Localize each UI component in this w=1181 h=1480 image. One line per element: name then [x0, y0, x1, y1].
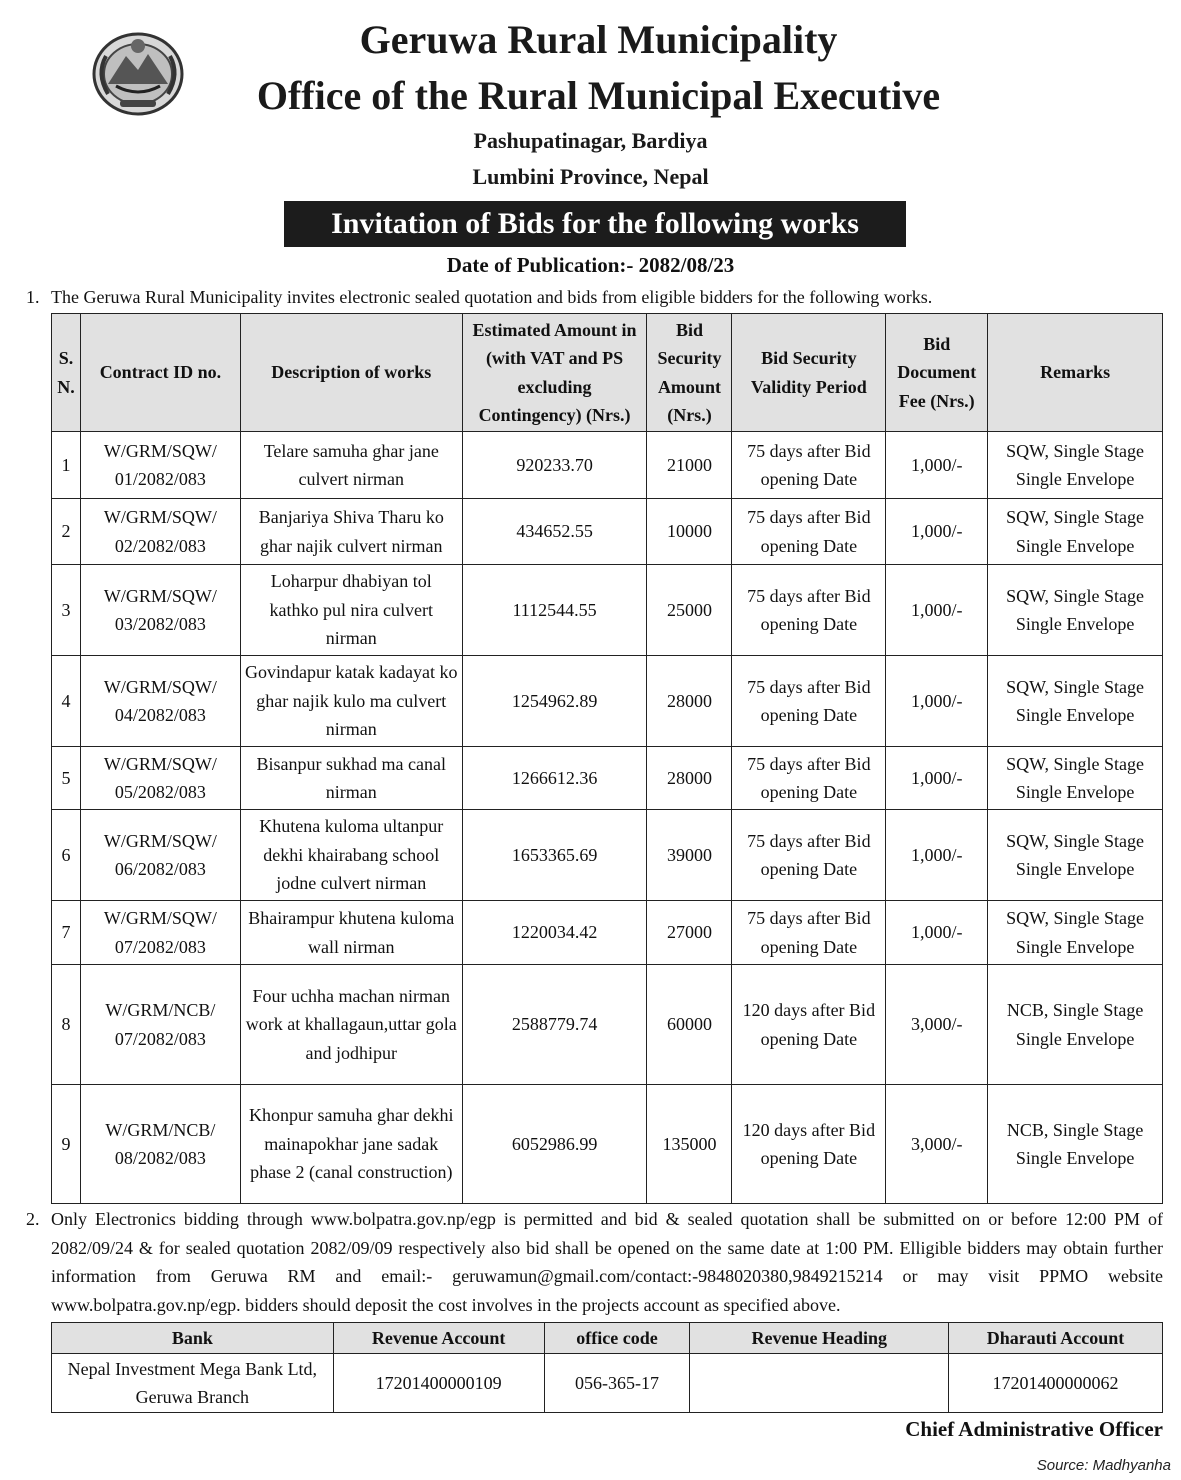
- address-line-2: Lumbini Province, Nepal: [472, 164, 709, 189]
- cell-bid-security: 60000: [647, 965, 732, 1085]
- cell-office-code: 056-365-17: [544, 1354, 690, 1413]
- cell-description: Bhairampur khutena kuloma wall nirman: [240, 901, 462, 965]
- cell-remarks: NCB, Single Stage Single Envelope: [988, 1085, 1163, 1204]
- cell-description: Bisanpur sukhad ma canal nirman: [240, 747, 462, 810]
- cell-remarks: SQW, Single Stage Single Envelope: [988, 565, 1163, 656]
- table-row: [52, 499, 1163, 565]
- cell-revenue-account: 17201400000109: [333, 1354, 544, 1413]
- cell-estimated: 1653365.69: [462, 810, 647, 901]
- cell-description: Telare samuha ghar jane culvert nirman: [240, 432, 462, 499]
- cell-sn: 9: [52, 1085, 81, 1204]
- cell-sn: 2: [52, 499, 81, 565]
- cell-contract-id: W/GRM/SQW/ 03/2082/083: [80, 565, 240, 656]
- cell-remarks: SQW, Single Stage Single Envelope: [988, 810, 1163, 901]
- cell-contract-id: W/GRM/SQW/ 04/2082/083: [80, 656, 240, 747]
- signature-title: Chief Administrative Officer: [905, 1417, 1163, 1441]
- cell-remarks: SQW, Single Stage Single Envelope: [988, 432, 1163, 499]
- cell-validity: 120 days after Bid opening Date: [732, 965, 886, 1085]
- cell-validity: 75 days after Bid opening Date: [732, 432, 886, 499]
- table-row: [52, 810, 1163, 901]
- cell-validity: 75 days after Bid opening Date: [732, 747, 886, 810]
- cell-doc-fee: 1,000/-: [886, 901, 988, 965]
- cell-estimated: 434652.55: [462, 499, 647, 565]
- bank-row: [52, 1354, 1163, 1413]
- cell-doc-fee: 1,000/-: [886, 810, 988, 901]
- cell-description: Loharpur dhabiyan tol kathko pul nira culvert nirman: [240, 565, 462, 656]
- header-contract-id: Contract ID no.: [80, 314, 240, 432]
- cell-validity: 75 days after Bid opening Date: [732, 810, 886, 901]
- cell-doc-fee: 1,000/-: [886, 432, 988, 499]
- cell-remarks: SQW, Single Stage Single Envelope: [988, 499, 1163, 565]
- cell-doc-fee: 1,000/-: [886, 499, 988, 565]
- header-estimated-amount: Estimated Amount in (with VAT and PS excluding Contingency) (Nrs.): [462, 314, 647, 432]
- header-office-code: office code: [544, 1323, 690, 1354]
- cell-validity: 75 days after Bid opening Date: [732, 565, 886, 656]
- paragraph-number: 1.: [26, 287, 40, 307]
- cell-bid-security: 10000: [647, 499, 732, 565]
- page-title: Geruwa Rural Municipality: [359, 17, 838, 62]
- table-header-row: [52, 314, 1163, 432]
- cell-doc-fee: 3,000/-: [886, 965, 988, 1085]
- cell-bid-security: 21000: [647, 432, 732, 499]
- notice-banner: Invitation of Bids for the following works: [284, 201, 906, 247]
- cell-doc-fee: 3,000/-: [886, 1085, 988, 1204]
- cell-revenue-heading: [690, 1354, 949, 1413]
- cell-bid-security: 135000: [647, 1085, 732, 1204]
- table-row: [52, 565, 1163, 656]
- paragraph-text: The Geruwa Rural Municipality invites electronic sealed quotation and bids from eligible bidders for the following works.: [51, 287, 933, 307]
- source-credit: Source: Madhyanha: [1036, 1457, 1171, 1474]
- cell-sn: 6: [52, 810, 81, 901]
- cell-contract-id: W/GRM/SQW/ 06/2082/083: [80, 810, 240, 901]
- bids-table: [51, 313, 1163, 1204]
- cell-estimated: 6052986.99: [462, 1085, 647, 1204]
- cell-dharauti-account: 17201400000062: [949, 1354, 1163, 1413]
- cell-doc-fee: 1,000/-: [886, 656, 988, 747]
- cell-sn: 3: [52, 565, 81, 656]
- table-row: [52, 656, 1163, 747]
- cell-bid-security: 39000: [647, 810, 732, 901]
- cell-description: Four uchha machan nirman work at khallagaun,uttar gola and jodhipur: [240, 965, 462, 1085]
- cell-doc-fee: 1,000/-: [886, 565, 988, 656]
- cell-contract-id: W/GRM/SQW/ 05/2082/083: [80, 747, 240, 810]
- cell-doc-fee: 1,000/-: [886, 747, 988, 810]
- cell-remarks: SQW, Single Stage Single Envelope: [988, 656, 1163, 747]
- cell-remarks: SQW, Single Stage Single Envelope: [988, 901, 1163, 965]
- publication-date: Date of Publication:- 2082/08/23: [446, 253, 735, 277]
- cell-validity: 120 days after Bid opening Date: [732, 1085, 886, 1204]
- header-description: Description of works: [240, 314, 462, 432]
- cell-estimated: 1266612.36: [462, 747, 647, 810]
- table-row: [52, 901, 1163, 965]
- cell-description: Govindapur katak kadayat ko ghar najik kulo ma culvert nirman: [240, 656, 462, 747]
- table-row: [52, 432, 1163, 499]
- bank-header-row: [52, 1323, 1163, 1354]
- cell-bid-security: 28000: [647, 747, 732, 810]
- cell-sn: 4: [52, 656, 81, 747]
- cell-contract-id: W/GRM/SQW/ 02/2082/083: [80, 499, 240, 565]
- cell-sn: 1: [52, 432, 81, 499]
- header-validity-period: Bid Security Validity Period: [732, 314, 886, 432]
- cell-description: Khutena kuloma ultanpur dekhi khairabang school jodne culvert nirman: [240, 810, 462, 901]
- cell-estimated: 920233.70: [462, 432, 647, 499]
- cell-remarks: SQW, Single Stage Single Envelope: [988, 747, 1163, 810]
- cell-estimated: 1112544.55: [462, 565, 647, 656]
- cell-estimated: 1220034.42: [462, 901, 647, 965]
- header-revenue-account: Revenue Account: [333, 1323, 544, 1354]
- paragraph-1: [22, 283, 1163, 312]
- paragraph-2: [22, 1205, 1163, 1319]
- address-line-1: Pashupatinagar, Bardiya: [473, 128, 708, 153]
- table-row: [52, 747, 1163, 810]
- cell-bid-security: 27000: [647, 901, 732, 965]
- cell-validity: 75 days after Bid opening Date: [732, 499, 886, 565]
- header-bid-security: Bid Security Amount (Nrs.): [647, 314, 732, 432]
- paragraph-text: Only Electronics bidding through www.bolpatra.gov.np/egp is permitted and bid & sealed quotation shall be submitted on or before 12:00 PM of 2082/09/24 & for sealed quotation 2082/09/09 respectively also bid shall be opened on the same date at 1:00 PM. Elligible bidders may obtain further information from Geruwa RM and email:- geruwamun@gmail.com/contact:-9848020380,9849215214 or may visit PPMO website www.bolpatra.gov.np/egp. bidders should deposit the cost involves in the projects account as specified above.: [51, 1209, 1163, 1315]
- cell-sn: 7: [52, 901, 81, 965]
- cell-contract-id: W/GRM/SQW/ 01/2082/083: [80, 432, 240, 499]
- cell-validity: 75 days after Bid opening Date: [732, 901, 886, 965]
- cell-sn: 8: [52, 965, 81, 1085]
- cell-bank: Nepal Investment Mega Bank Ltd, Geruwa Branch: [52, 1354, 334, 1413]
- cell-remarks: NCB, Single Stage Single Envelope: [988, 965, 1163, 1085]
- paragraph-number: 2.: [26, 1209, 40, 1229]
- bank-table: [51, 1322, 1163, 1413]
- cell-description: Banjariya Shiva Tharu ko ghar najik culvert nirman: [240, 499, 462, 565]
- table-row: [52, 965, 1163, 1085]
- header-bank: Bank: [52, 1323, 334, 1354]
- cell-contract-id: W/GRM/NCB/ 08/2082/083: [80, 1085, 240, 1204]
- header-revenue-heading: Revenue Heading: [690, 1323, 949, 1354]
- cell-bid-security: 28000: [647, 656, 732, 747]
- cell-description: Khonpur samuha ghar dekhi mainapokhar jane sadak phase 2 (canal construction): [240, 1085, 462, 1204]
- table-row: [52, 1085, 1163, 1204]
- header-sn: S. N.: [52, 314, 81, 432]
- cell-estimated: 2588779.74: [462, 965, 647, 1085]
- header-document-fee: Bid Document Fee (Nrs.): [886, 314, 988, 432]
- cell-bid-security: 25000: [647, 565, 732, 656]
- header-dharauti-account: Dharauti Account: [949, 1323, 1163, 1354]
- cell-estimated: 1254962.89: [462, 656, 647, 747]
- page-subtitle: Office of the Rural Municipal Executive: [256, 73, 941, 118]
- header-remarks: Remarks: [988, 314, 1163, 432]
- cell-contract-id: W/GRM/SQW/ 07/2082/083: [80, 901, 240, 965]
- cell-contract-id: W/GRM/NCB/ 07/2082/083: [80, 965, 240, 1085]
- cell-validity: 75 days after Bid opening Date: [732, 656, 886, 747]
- cell-sn: 5: [52, 747, 81, 810]
